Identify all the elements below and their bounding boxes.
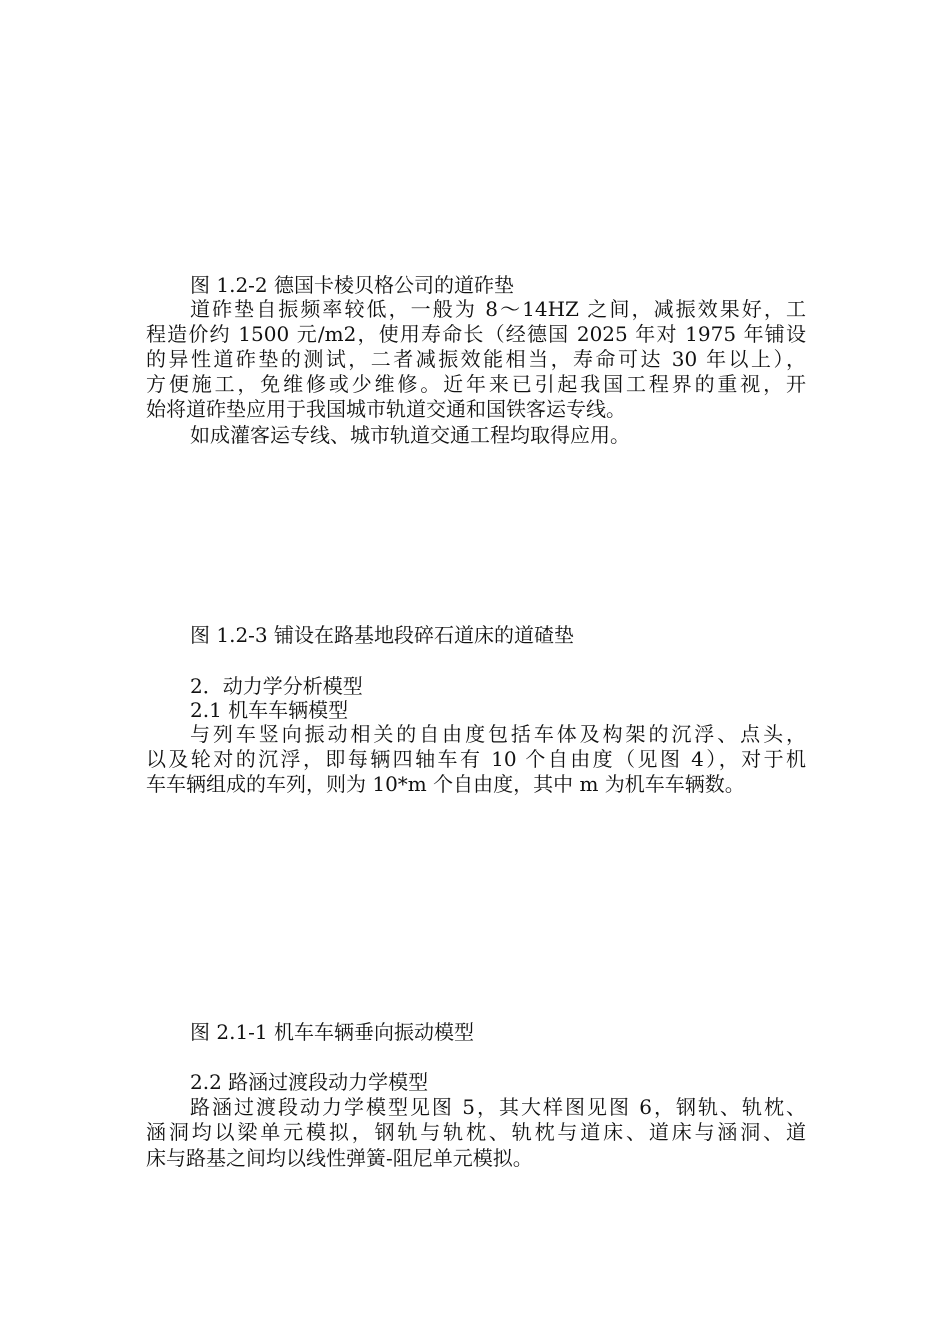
figure-caption-1-2-3: 图 1.2-3 铺设在路基地段碎石道床的道碴垫 <box>190 623 575 647</box>
paragraph-line: 始将道砟垫应用于我国城市轨道交通和国铁客运专线。 <box>146 397 626 421</box>
paragraph-line: 床与路基之间均以线性弹簧-阻尼单元模拟。 <box>146 1146 533 1170</box>
paragraph-line: 道砟垫自振频率较低，一般为 8～14HZ 之间，减振效果好，工 <box>190 297 806 321</box>
figure-caption-2-1-1: 图 2.1-1 机车车辆垂向振动模型 <box>190 1020 475 1044</box>
paragraph-line: 与列车竖向振动相关的自由度包括车体及构架的沉浮、点头， <box>190 722 806 746</box>
paragraph-line: 车车辆组成的车列，则为 10*m 个自由度，其中 m 为机车车辆数。 <box>146 772 745 796</box>
paragraph-line: 涵洞均以梁单元模拟，钢轨与轨枕、轨枕与道床、道床与涵洞、道 <box>146 1120 806 1144</box>
paragraph-line: 路涵过渡段动力学模型见图 5，其大样图见图 6，钢轨、轨枕、 <box>190 1095 806 1119</box>
figure-placeholder-2-1-1 <box>146 810 806 1010</box>
paragraph-line: 方便施工，免维修或少维修。近年来已引起我国工程界的重视，开 <box>146 372 806 396</box>
paragraph-line: 程造价约 1500 元/m2，使用寿命长（经德国 2025 年对 1975 年铺设 <box>146 322 806 346</box>
subsection-heading-2-2: 2.2 路涵过渡段动力学模型 <box>190 1070 429 1094</box>
section-heading-2: 2．动力学分析模型 <box>190 674 363 698</box>
paragraph-line: 以及轮对的沉浮，即每辆四轴车有 10 个自由度（见图 4），对于机 <box>146 747 806 771</box>
subsection-heading-2-1: 2.1 机车车辆模型 <box>190 698 349 722</box>
figure-placeholder-1-2-3 <box>146 460 806 620</box>
figure-caption-1-2-2: 图 1.2-2 德国卡棱贝格公司的道砟垫 <box>190 273 515 297</box>
paragraph-line: 的异性道砟垫的测试，二者减振效能相当，寿命可达 30 年以上）， <box>146 347 806 371</box>
paragraph-application: 如成灌客运专线、城市轨道交通工程均取得应用。 <box>190 423 630 447</box>
